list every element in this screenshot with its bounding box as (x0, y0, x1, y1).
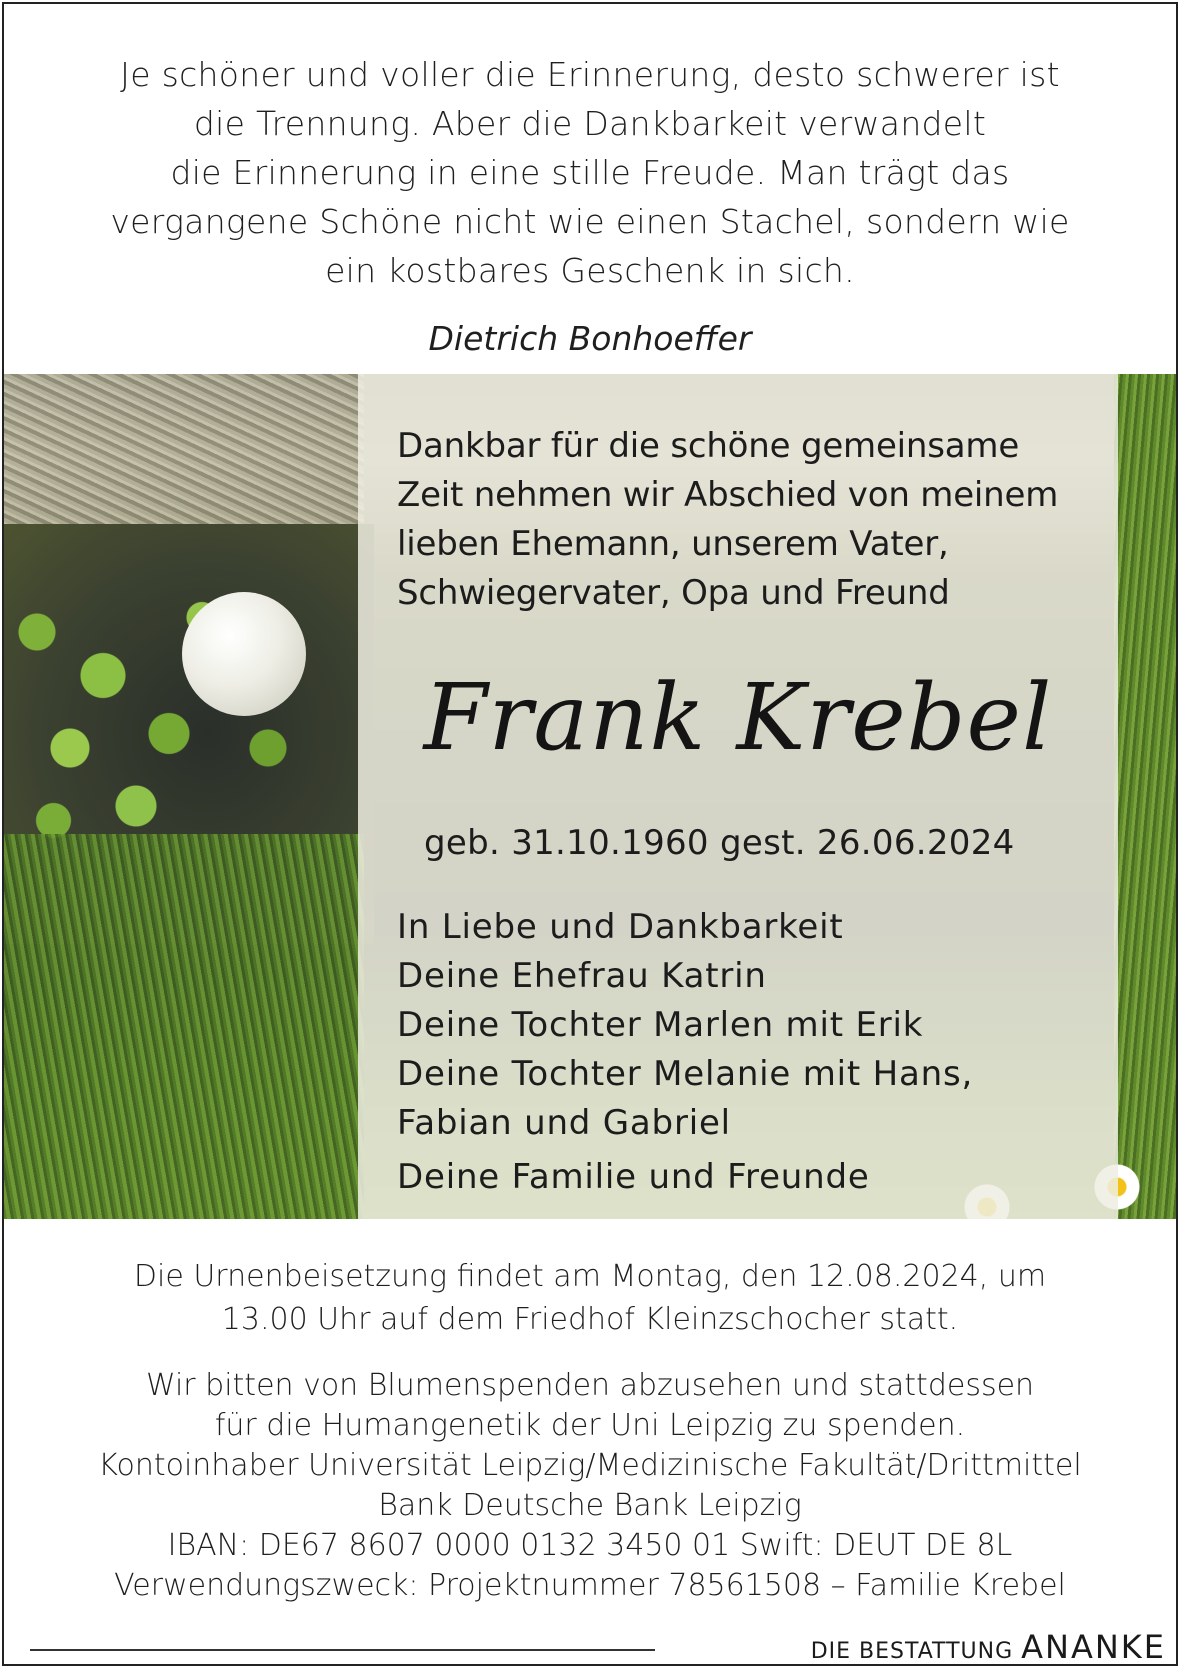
mourner-line: In Liebe und Dankbarkeit (397, 907, 844, 947)
intro-line: lieben Ehemann, unserem Vater, (397, 524, 949, 564)
deceased-name: Frank Krebel (423, 664, 1053, 771)
white-garden-ball (182, 592, 306, 716)
donation-line: Bank Deutsche Bank Leipzig (378, 1488, 802, 1523)
gravel-area (4, 374, 364, 534)
donation-line: Kontoinhaber Universität Leipzig/Medizinische Fakultät/Drittmittel (98, 1448, 1082, 1483)
mourner-line: Deine Tochter Marlen mit Erik (397, 1005, 924, 1045)
brand-prefix: DIE BESTATTUNG (810, 1639, 1014, 1664)
quote-line: Je schöner und voller die Erinnerung, desto schwerer ist (120, 55, 1060, 94)
mourner-line: Deine Ehefrau Katrin (397, 956, 767, 996)
funeral-home-brand (811, 1628, 1166, 1666)
donation-line: für die Humangenetik der Uni Leipzig zu spenden. (214, 1408, 966, 1443)
life-dates: geb. 31.10.1960 gest. 26.06.2024 (424, 823, 1015, 863)
burial-line: Die Urnenbeisetzung findet am Montag, den 12.08.2024, um (133, 1259, 1047, 1294)
donation-info (4, 1366, 1176, 1606)
donation-line: Wir bitten von Blumenspenden abzusehen und stattdessen (145, 1368, 1035, 1403)
mourner-line: Deine Tochter Melanie mit Hans, (397, 1054, 974, 1094)
donation-line: IBAN: DE67 8607 0000 0132 3450 01 Swift: DEUT DE 8L (167, 1528, 1013, 1563)
footer-rule (30, 1649, 655, 1651)
quote-author: Dietrich Bonhoeffer (428, 319, 752, 358)
mourners-list (397, 903, 973, 1202)
intro-line: Schwiegervater, Opa und Freund (397, 573, 950, 613)
intro-text (397, 422, 1058, 618)
intro-line: Zeit nehmen wir Abschied von meinem (397, 475, 1059, 515)
mourner-line: Fabian und Gabriel (397, 1103, 731, 1143)
notice-frame (2, 2, 1178, 1666)
quote-line: ein kostbares Geschenk in sich. (325, 251, 855, 290)
quote-line: die Trennung. Aber die Dankbarkeit verwandelt (193, 104, 987, 143)
burial-line: 13.00 Uhr auf dem Friedhof Kleinzschocher statt. (221, 1302, 959, 1337)
burial-info (4, 1255, 1176, 1341)
quote-block (34, 50, 1146, 295)
donation-line: Verwendungszweck: Projektnummer 78561508 – Familie Krebel (114, 1568, 1066, 1603)
brand-name: ANANKE (1021, 1628, 1166, 1666)
quote-line: vergangene Schöne nicht wie einen Stachel, sondern wie (110, 202, 1070, 241)
lawn-strip (1114, 374, 1176, 1219)
mourner-closing: Deine Familie und Freunde (397, 1157, 870, 1197)
reed-plants (4, 834, 364, 1219)
quote-line: die Erinnerung in eine stille Freude. Man trägt das (170, 153, 1010, 192)
intro-line: Dankbar für die schöne gemeinsame (397, 426, 1020, 466)
